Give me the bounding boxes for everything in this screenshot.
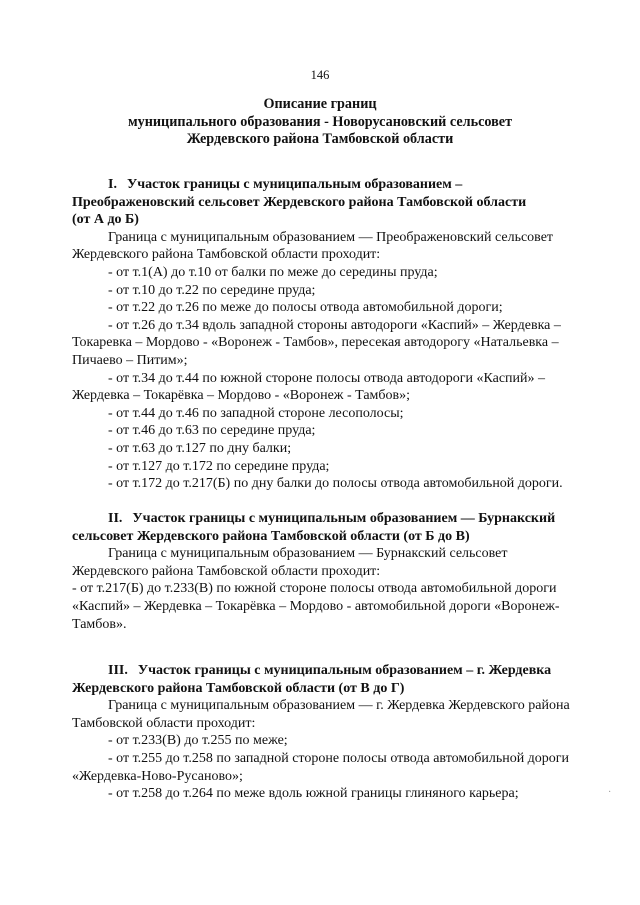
list-item: - от т.217(Б) до т.233(В) по южной стороне полосы отвода автомобильной дороги xyxy=(72,581,557,597)
list-item: - от т.26 до т.34 вдоль западной стороны автодороги «Каспий» – Жердевка – xyxy=(108,317,561,333)
margin-mark: · xyxy=(608,787,612,798)
section-2-heading-line-2: сельсовет Жердевского района Тамбовской области (от Б до В) xyxy=(72,528,470,544)
list-item: - от т.46 до т.63 по середине пруда; xyxy=(108,423,316,439)
section-3-body xyxy=(72,697,584,803)
section-2-intro-line-2: Жердевского района Тамбовской области проходит: xyxy=(72,563,381,579)
section-2 xyxy=(72,510,584,633)
list-item: - от т.22 до т.26 по меже до полосы отвода автомобильной дороги; xyxy=(108,300,503,316)
list-item: - от т.127 до т.172 по середине пруда; xyxy=(108,458,330,474)
title-line-3: Жердевского района Тамбовской области xyxy=(186,131,454,147)
list-item: - от т.63 до т.127 по дну балки; xyxy=(108,440,292,456)
section-2-heading xyxy=(72,510,584,545)
title-line-2: муниципального образования - Новорусановский сельсовет xyxy=(127,113,513,130)
list-item: - от т.34 до т.44 по южной стороне полосы отвода автодороги «Каспий» – xyxy=(108,370,546,386)
section-1-numeral: I. xyxy=(108,177,117,192)
page-number: 146 xyxy=(310,68,330,82)
section-1-intro-line-1: Граница с муниципальным образованием — Преображеновский сельсовет xyxy=(108,229,554,245)
section-3-intro-line-2: Тамбовской области проходит: xyxy=(72,715,256,731)
list-item: - от т.1(А) до т.10 от балки по меже до середины пруда; xyxy=(108,264,438,280)
section-2-numeral: II. xyxy=(108,511,123,526)
section-3-numeral: III. xyxy=(108,663,128,678)
title-line-1: Описание границ xyxy=(263,96,377,112)
list-item: - от т.255 до т.258 по западной стороне полосы отвода автомобильной дороги xyxy=(108,750,570,766)
document-title xyxy=(0,96,640,149)
section-3-heading xyxy=(72,662,584,697)
section-2-heading-line-1: Участок границы с муниципальным образованием — Бурнакский xyxy=(132,511,556,526)
list-item: - от т.258 до т.264 по меже вдоль южной границы глиняного карьера; xyxy=(108,786,519,802)
section-2-intro-line-1: Граница с муниципальным образованием — Бурнакский сельсовет xyxy=(108,546,508,562)
section-1 xyxy=(72,176,584,493)
section-1-heading-line-1: Участок границы с муниципальным образованием – xyxy=(126,177,463,192)
list-item: - от т.172 до т.217(Б) по дну балки до полосы отвода автомобильной дороги. xyxy=(108,476,563,492)
list-item-continuation: Тамбов». xyxy=(72,616,127,632)
list-item-continuation: Токаревка – Мордово - «Воронеж - Тамбов», пересекая автодорогу «Натальевка – xyxy=(72,335,559,351)
section-2-body xyxy=(72,545,584,633)
section-3 xyxy=(72,662,584,803)
list-item: - от т.233(В) до т.255 по меже; xyxy=(108,733,288,749)
section-3-heading-line-2: Жердевского района Тамбовской области (от В до Г) xyxy=(72,680,405,696)
list-item: - от т.10 до т.22 по середине пруда; xyxy=(108,282,316,298)
section-1-body xyxy=(72,229,584,493)
section-1-heading xyxy=(72,176,584,229)
list-item-continuation: Жердевка – Токарёвка – Мордово - «Воронеж - Тамбов»; xyxy=(72,388,411,404)
section-1-intro-line-2: Жердевского района Тамбовской области проходит: xyxy=(72,247,381,263)
section-3-intro-line-1: Граница с муниципальным образованием — г. Жердевка Жердевского района xyxy=(108,698,570,714)
section-1-heading-line-2: Преображеновский сельсовет Жердевского района Тамбовской области xyxy=(72,194,527,210)
list-item-continuation: «Каспий» – Жердевка – Токарёвка – Мордово - автомобильной дороги «Воронеж- xyxy=(72,598,560,614)
list-item-continuation: «Жердевка-Ново-Русаново»; xyxy=(72,768,243,784)
list-item-continuation: Пичаево – Питим»; xyxy=(72,352,188,368)
section-3-heading-line-1: Участок границы с муниципальным образованием – г. Жердевка xyxy=(137,663,552,678)
list-item: - от т.44 до т.46 по западной стороне лесополосы; xyxy=(108,405,404,421)
section-1-heading-line-3: (от А до Б) xyxy=(72,212,139,228)
